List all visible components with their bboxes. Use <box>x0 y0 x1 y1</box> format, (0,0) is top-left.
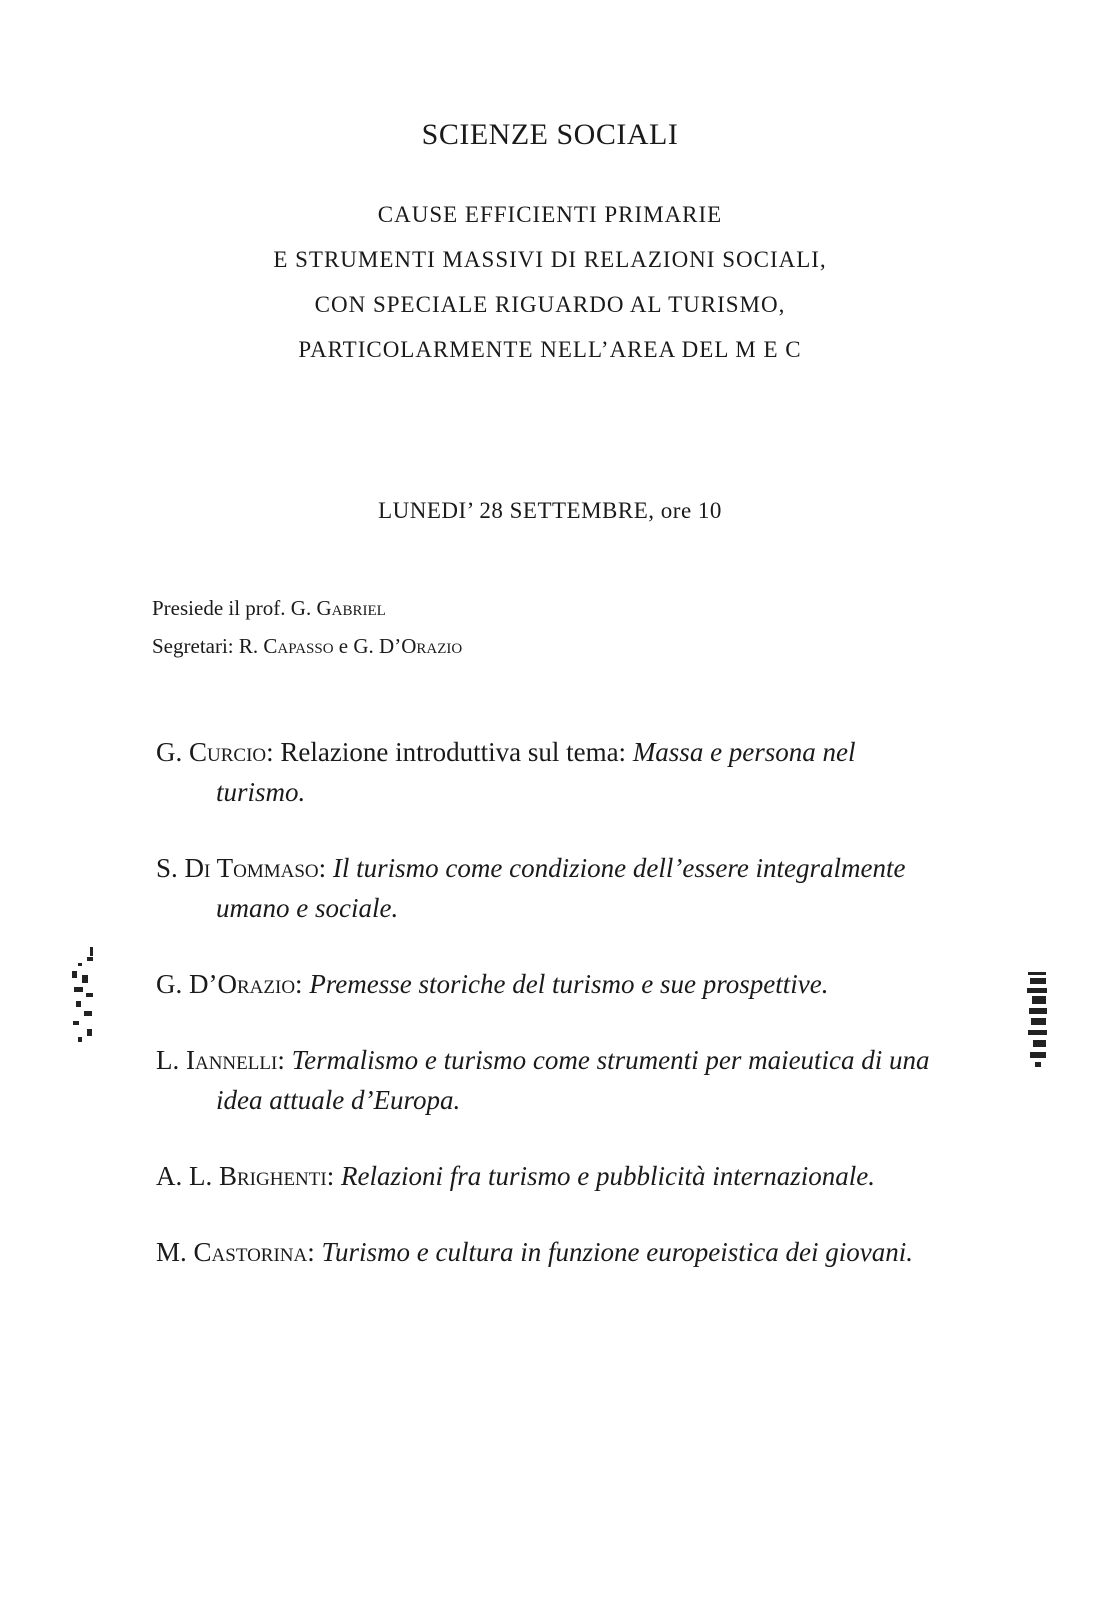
talk-author: Curcio <box>189 737 267 767</box>
talk-author: D’Orazio <box>189 969 296 999</box>
subtitle-line: CAUSE EFFICIENTI PRIMARIE <box>377 202 723 227</box>
session-subtitle <box>0 192 1100 372</box>
talk-author: Di Tommaso <box>184 853 319 883</box>
talk-item: L. Iannelli: Termalismo e turismo come strumenti per maieutica di una idea attuale d’Europa. <box>156 1045 930 1115</box>
talk-list <box>156 732 936 1308</box>
talk-initial: L. <box>156 1045 180 1075</box>
secretaries-join: e G. <box>338 634 374 658</box>
scan-artifact <box>70 945 98 1045</box>
talk-prefix: Relazione introduttiva sul tema: <box>280 737 627 767</box>
talk-author: Castorina <box>193 1237 308 1267</box>
talk-initial: G. <box>156 969 183 999</box>
scan-artifact <box>1024 970 1052 1070</box>
chair-prefix: Presiede il prof. G. <box>152 596 312 620</box>
talk-item: S. Di Tommaso: Il turismo come condizione dell’essere integralmente umano e sociale. <box>156 853 906 923</box>
talk-title: Relazioni fra turismo e pubblicità internazionale. <box>340 1161 875 1191</box>
talk-author: Iannelli <box>186 1045 278 1075</box>
talk-initial: G. <box>156 737 183 767</box>
subtitle-line: CON SPECIALE RIGUARDO AL TURISMO, <box>314 292 786 317</box>
talk-item: G. D’Orazio: Premesse storiche del turismo e sue prospettive. <box>156 969 829 999</box>
talk-title: Premesse storiche del turismo e sue prospettive. <box>309 969 829 999</box>
talk-title: Massa e persona nel turismo. <box>216 737 856 807</box>
talk-initial: S. <box>156 853 178 883</box>
subtitle-line: E STRUMENTI MASSIVI DI RELAZIONI SOCIALI, <box>273 247 827 272</box>
talk-title: Turismo e cultura in funzione europeistica dei giovani. <box>321 1237 913 1267</box>
chair-line <box>152 589 462 627</box>
session-date: LUNEDI’ 28 SETTEMBRE, ore 10 <box>378 498 722 523</box>
session-officers <box>152 589 462 665</box>
talk-author: Brighenti <box>219 1161 327 1191</box>
subtitle-line: PARTICOLARMENTE NELL’AREA DEL M E C <box>298 337 802 362</box>
talk-title: Termalismo e turismo come strumenti per maieutica di una idea attuale d’Europa. <box>216 1045 930 1115</box>
secretaries-line <box>152 627 462 665</box>
talk-item: A. L. Brighenti: Relazioni fra turismo e pubblicità internazionale. <box>156 1161 875 1191</box>
talk-initial: A. L. <box>156 1161 213 1191</box>
section-title: SCIENZE SOCIALI <box>421 118 679 151</box>
secretary-name: D’Orazio <box>379 634 463 658</box>
chair-name: Gabriel <box>316 596 386 620</box>
talk-item: M. Castorina: Turismo e cultura in funzione europeistica dei giovani. <box>156 1237 913 1267</box>
secretary-name: Capasso <box>263 634 334 658</box>
talk-title: Il turismo come condizione dell’essere integralmente umano e sociale. <box>216 853 906 923</box>
talk-item: G. Curcio: Relazione introduttiva sul tema: Massa e persona nel turismo. <box>156 737 856 807</box>
talk-initial: M. <box>156 1237 187 1267</box>
secretaries-prefix: Segretari: R. <box>152 634 259 658</box>
